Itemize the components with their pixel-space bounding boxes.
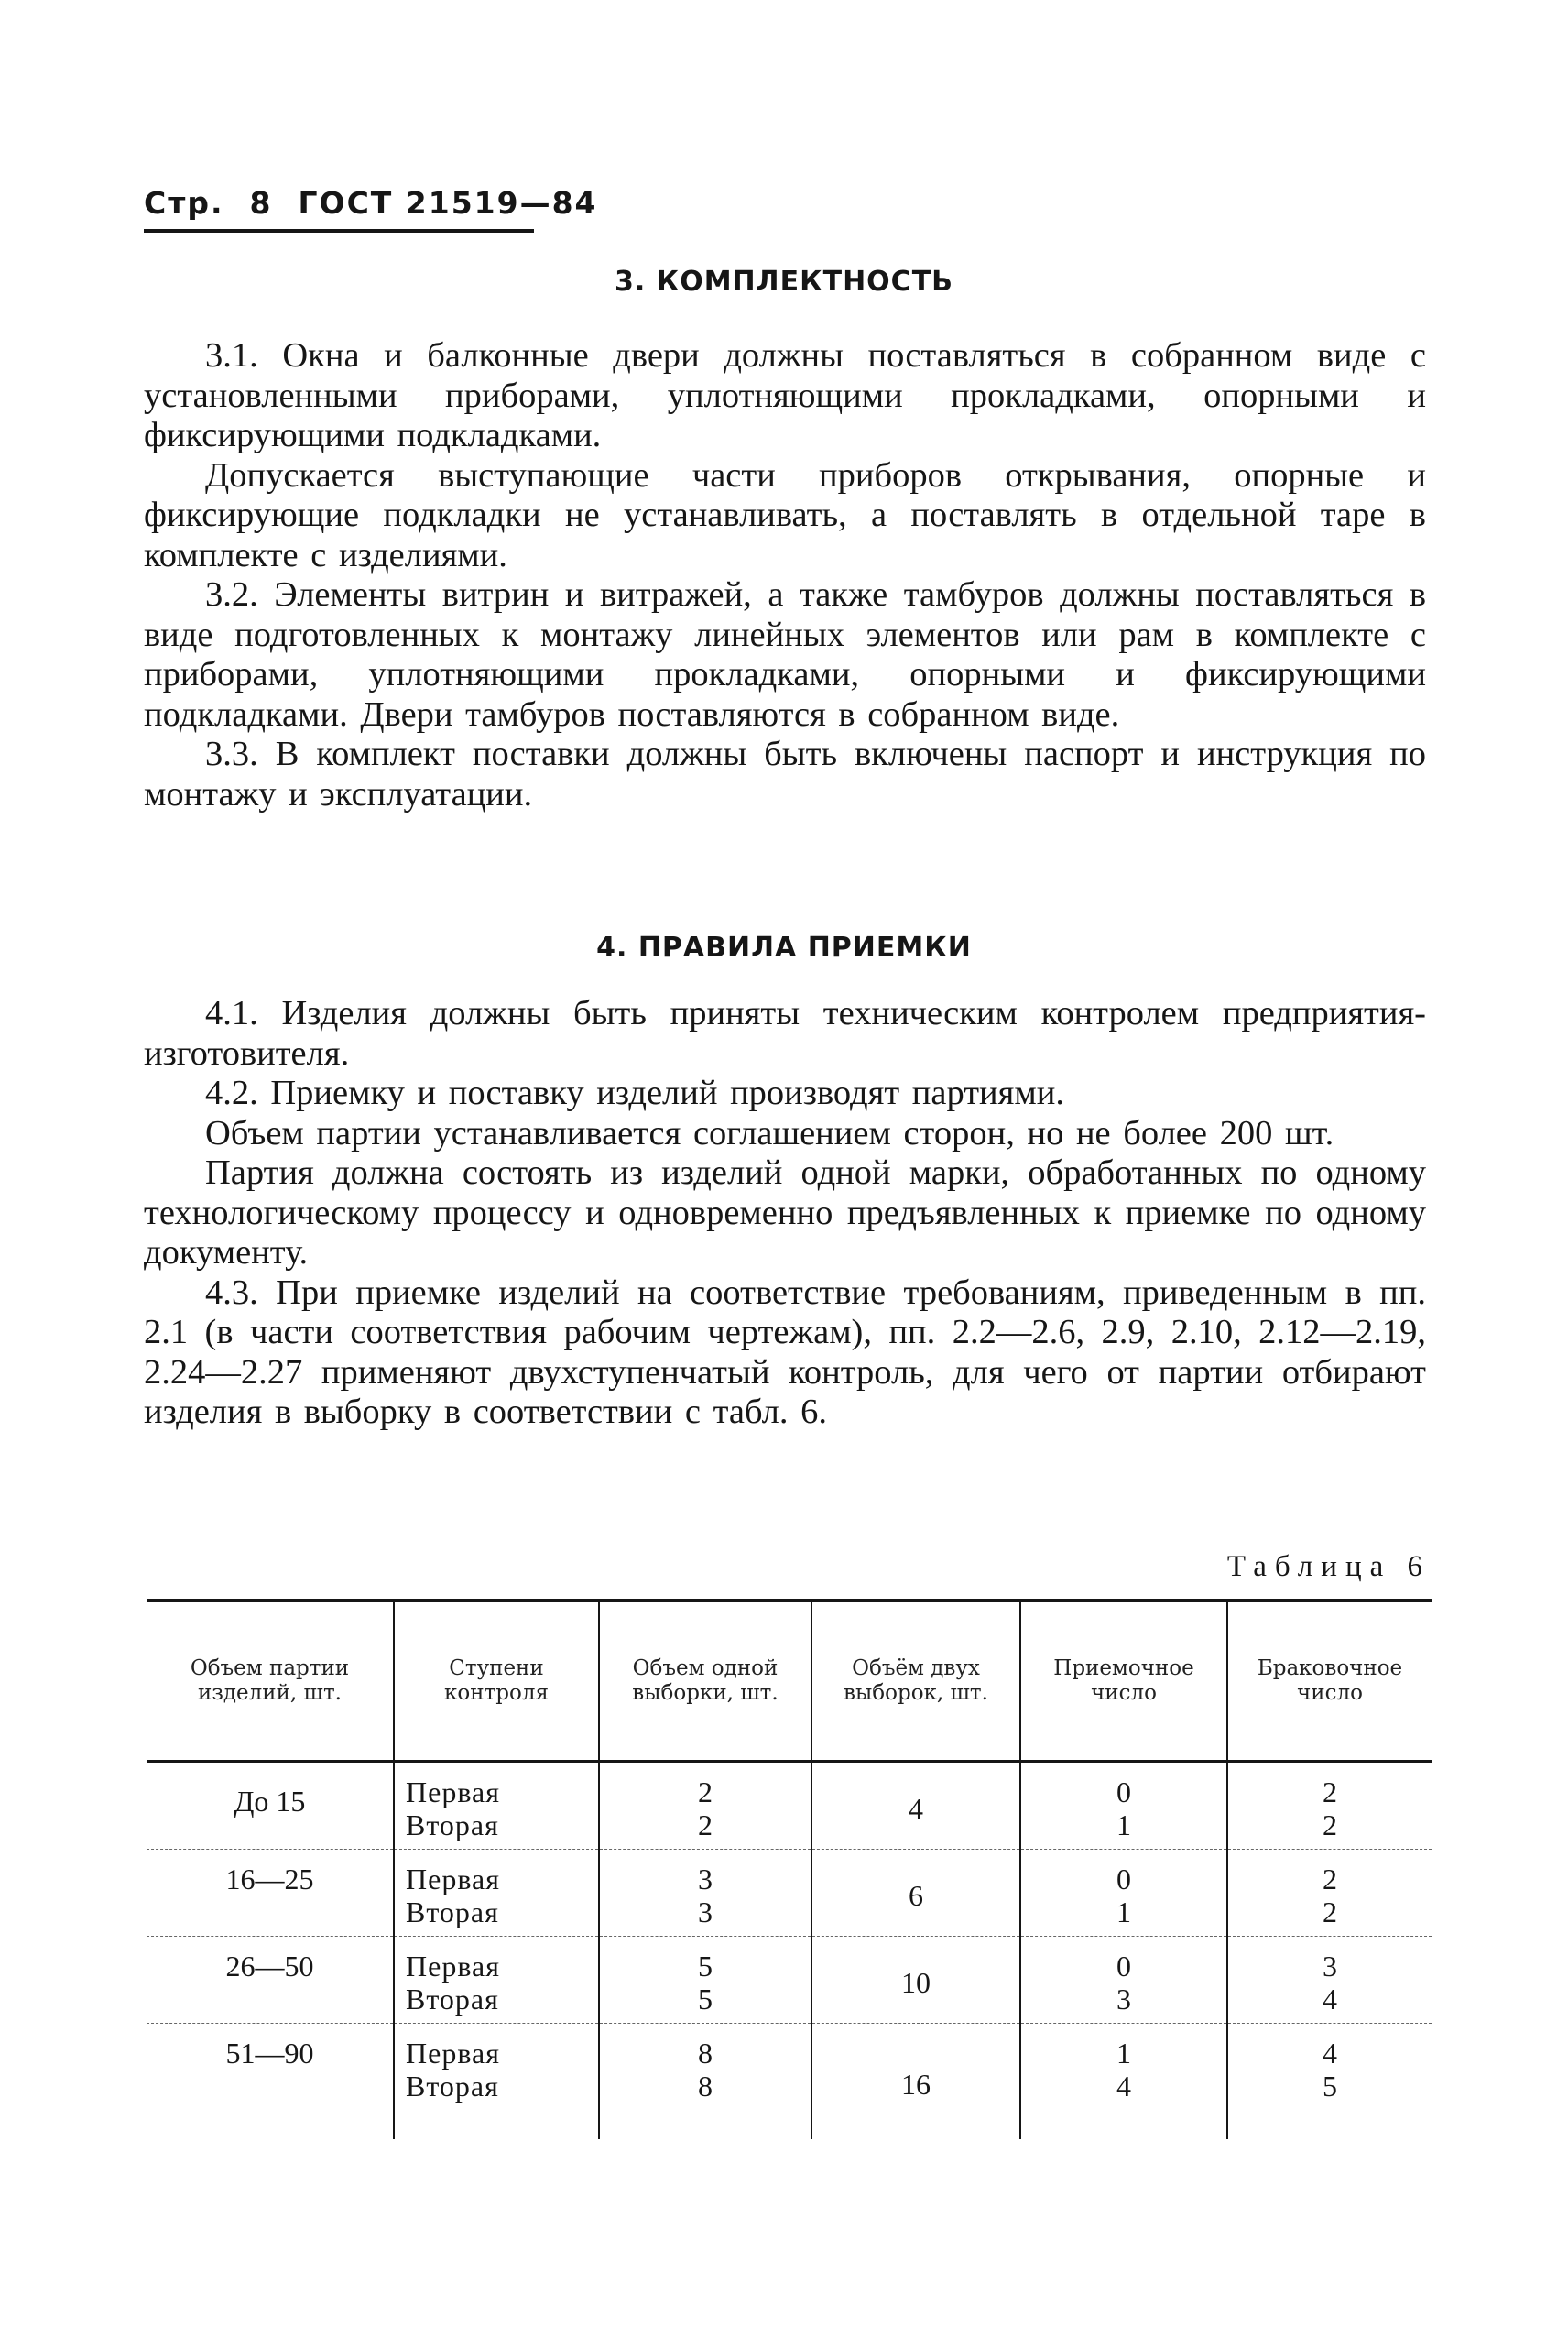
section-3-heading: 3. КОМПЛЕКТНОСТЬ	[614, 266, 954, 298]
standard-code: ГОСТ 21519—84	[298, 185, 598, 221]
section-4-body	[144, 994, 1426, 1433]
cell-total: 10	[811, 1937, 1020, 2024]
cell-accept: 0 1	[1020, 1850, 1227, 1937]
stage-first: Первая	[406, 1950, 500, 1983]
cell-reject: 2 2	[1227, 1850, 1432, 1937]
table-row	[147, 2024, 1432, 2140]
cell-stages	[394, 1762, 599, 1850]
cell-range: 26—50	[147, 1937, 394, 2024]
page-label: Стр.	[144, 185, 224, 221]
cell-total: 4	[811, 1762, 1020, 1850]
stage-first: Первая	[406, 1775, 500, 1808]
cell-sample: 3 3	[599, 1850, 811, 1937]
header-rule	[144, 229, 534, 233]
page-header	[144, 185, 598, 221]
paragraph-4-1: 4.1. Изделия должны быть приняты техническим контролем предприятия-изготовителя.	[144, 994, 1426, 1073]
table-row	[147, 1937, 1432, 2024]
cell-stages	[394, 1937, 599, 2024]
cell-accept: 0 3	[1020, 1937, 1227, 2024]
table-caption: Таблица 6	[1226, 1550, 1431, 1583]
stage-first: Первая	[406, 2037, 500, 2070]
section-3-body	[144, 336, 1426, 814]
table-row	[147, 1762, 1432, 1850]
header-batch-size: Объем партии изделий, шт.	[147, 1600, 394, 1762]
stage-second: Вторая	[406, 1808, 499, 1841]
table-header-row	[147, 1600, 1432, 1762]
header-two-samples: Объём двух выборок, шт.	[811, 1600, 1020, 1762]
cell-reject: 4 5	[1227, 2024, 1432, 2140]
cell-range: 16—25	[147, 1850, 394, 1937]
paragraph-4-3: 4.3. При приемке изделий на соответствие требованиям, приведенным в пп. 2.1 (в части соответствия рабочим чертежам), пп. 2.2—2.6, 2.9, 2.10, 2.12—2.19, 2.24—2.27 применяют двухступенчатый контроль, для чего от партии отбирают изделия в выборку в соответствии с табл. 6.	[144, 1273, 1426, 1431]
cell-total: 16	[811, 2024, 1020, 2140]
cell-sample: 8 8	[599, 2024, 811, 2140]
section-4-heading: 4. ПРАВИЛА ПРИЕМКИ	[596, 932, 972, 964]
stage-second: Вторая	[406, 2070, 499, 2103]
cell-range: 51—90	[225, 2037, 314, 2070]
stage-second: Вторая	[406, 1983, 499, 2016]
page-number: 8	[249, 185, 273, 221]
cell-accept: 1 4	[1020, 2024, 1227, 2140]
cell-reject: 3 4	[1227, 1937, 1432, 2024]
paragraph-3-3: 3.3. В комплект поставки должны быть включены паспорт и инструкция по монтажу и эксплуатации.	[144, 735, 1426, 814]
table-row	[147, 1850, 1432, 1937]
paragraph-4-2: 4.2. Приемку и поставку изделий производят партиями.	[205, 1074, 1064, 1112]
header-rejection-number: Браковочное число	[1227, 1600, 1432, 1762]
header-control-stages: Ступени контроля	[394, 1600, 599, 1762]
cell-reject: 2 2	[1227, 1762, 1432, 1850]
stage-first: Первая	[406, 1863, 500, 1895]
header-acceptance-number: Приемочное число	[1020, 1600, 1227, 1762]
cell-accept: 0 1	[1020, 1762, 1227, 1850]
paragraph-4-2-volume: Объем партии устанавливается соглашением сторон, но не более 200 шт.	[205, 1113, 1334, 1153]
cell-stages	[394, 2024, 599, 2140]
cell-sample: 2 2	[599, 1762, 811, 1850]
paragraph-3-1: 3.1. Окна и балконные двери должны поставляться в собранном виде с установленными приборами, уплотняющими прокладками, опорными и фиксирующими подкладками.	[144, 336, 1426, 454]
cell-total: 6	[811, 1850, 1020, 1937]
paragraph-4-2-batch: Партия должна состоять из изделий одной марки, обработанных по одному технологическому процессу и одновременно предъявленных к приемке по одному документу.	[144, 1153, 1426, 1272]
paragraph-3-2: 3.2. Элементы витрин и витражей, а также тамбуров должны поставляться в виде подготовленных к монтажу линейных элементов или рам в комплекте с приборами, уплотняющими прокладками, опорными и фиксирующими подкладками. Двери тамбуров поставляются в собранном виде.	[144, 575, 1426, 734]
cell-sample: 5 5	[599, 1937, 811, 2024]
sampling-table	[147, 1599, 1432, 2139]
stage-second: Вторая	[406, 1895, 499, 1928]
cell-range: До 15	[147, 1762, 394, 1850]
header-single-sample: Объем одной выборки, шт.	[599, 1600, 811, 1762]
cell-stages	[394, 1850, 599, 1937]
paragraph-3-1-note: Допускается выступающие части приборов открывания, опорные и фиксирующие подкладки не устанавливать, а поставлять в отдельной таре в комплекте с изделиями.	[144, 455, 1426, 574]
